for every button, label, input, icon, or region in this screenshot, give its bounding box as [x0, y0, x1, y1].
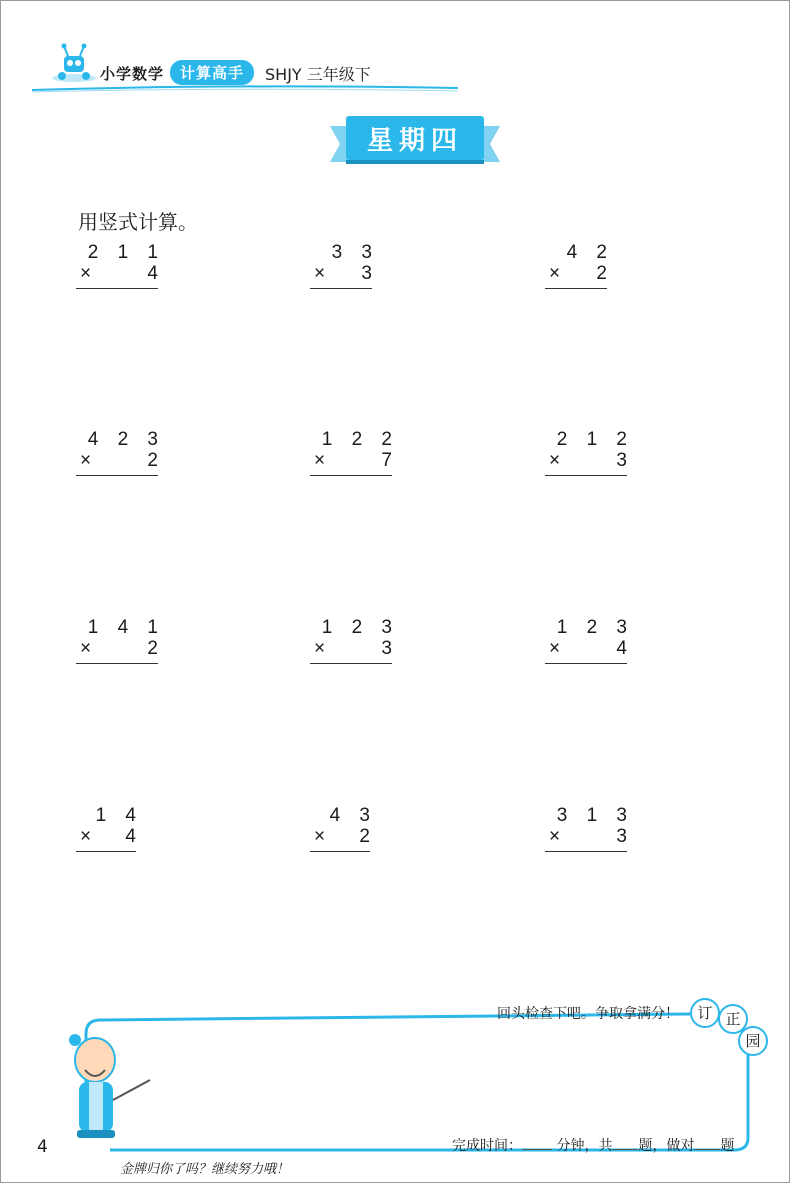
correct-blank[interactable] — [694, 1135, 720, 1150]
problem-5 — [310, 429, 399, 477]
header-underline — [30, 84, 460, 94]
answer-line — [310, 663, 392, 664]
multiplicand: 4 3 — [329, 805, 377, 826]
problem-9 — [545, 617, 634, 665]
multiplicand: 3 3 — [331, 242, 379, 263]
minutes-label: 分钟，共 — [556, 1138, 613, 1154]
multiplicand: 4 2 — [566, 242, 614, 263]
multiplicand: 1 2 3 — [321, 617, 399, 638]
times-sign: × — [80, 638, 92, 659]
problem-8 — [310, 617, 399, 665]
badge-char-3: 园 — [738, 1026, 768, 1056]
problem-7 — [76, 617, 165, 665]
questions-label: 题，做对 — [638, 1138, 695, 1154]
minutes-blank[interactable] — [522, 1135, 552, 1150]
grade-label: SHJY 三年级下 — [265, 65, 371, 84]
multiplicand: 1 4 — [95, 805, 143, 826]
page-number: 4 — [37, 1137, 48, 1157]
cheer-text: 金牌归你了吗？继续努力哦！ — [120, 1162, 290, 1177]
multiplier: 3 — [616, 450, 634, 471]
answer-line — [545, 475, 627, 476]
answer-line — [310, 475, 392, 476]
multiplier: 7 — [381, 450, 399, 471]
answer-line — [545, 288, 607, 289]
answer-line — [76, 475, 158, 476]
completion-time-row — [452, 1135, 734, 1155]
times-sign: × — [80, 826, 92, 847]
instruction: 用竖式计算。 — [78, 210, 198, 234]
problem-1 — [76, 242, 165, 290]
problem-10 — [76, 805, 143, 853]
problem-3 — [545, 242, 614, 290]
answer-line — [310, 288, 372, 289]
time-label: 完成时间： — [452, 1138, 522, 1154]
times-sign: × — [314, 826, 326, 847]
check-reminder: 回头检查下吧。争取拿满分！ — [497, 1006, 679, 1022]
day-title: 星期四 — [366, 126, 463, 156]
times-sign: × — [314, 638, 326, 659]
badge-char-2: 正 — [718, 1004, 748, 1034]
robot-mascot-icon — [50, 42, 100, 84]
times-sign: × — [549, 450, 561, 471]
multiplier: 4 — [147, 263, 165, 284]
times-sign: × — [549, 826, 561, 847]
questions-end: 题 — [720, 1138, 735, 1154]
multiplicand: 3 1 3 — [556, 805, 634, 826]
times-sign: × — [549, 263, 561, 284]
multiplier: 2 — [147, 638, 165, 659]
problem-12 — [545, 805, 634, 853]
answer-line — [545, 663, 627, 664]
times-sign: × — [314, 263, 326, 284]
series-title: 小学数学 — [100, 65, 165, 83]
times-sign: × — [80, 263, 92, 284]
multiplier: 4 — [616, 638, 634, 659]
book-title: 计算高手 — [170, 60, 254, 85]
answer-line — [76, 851, 136, 852]
multiplicand: 4 2 3 — [87, 429, 165, 450]
multiplier: 2 — [147, 450, 165, 471]
times-sign: × — [80, 450, 92, 471]
answer-line — [310, 851, 370, 852]
multiplier: 3 — [361, 263, 379, 284]
multiplier: 3 — [616, 826, 634, 847]
answer-line — [76, 288, 158, 289]
badge-char-1: 订 — [690, 998, 720, 1028]
multiplicand: 1 2 2 — [321, 429, 399, 450]
multiplicand: 2 1 1 — [87, 242, 165, 263]
times-sign: × — [314, 450, 326, 471]
total-blank[interactable] — [612, 1135, 638, 1150]
answer-line — [76, 663, 158, 664]
multiplicand: 2 1 2 — [556, 429, 634, 450]
problem-2 — [310, 242, 379, 290]
multiplier: 4 — [125, 826, 143, 847]
teacher-mascot-icon — [55, 1030, 165, 1145]
multiplier: 3 — [381, 638, 399, 659]
times-sign: × — [549, 638, 561, 659]
multiplicand: 1 4 1 — [87, 617, 165, 638]
problem-4 — [76, 429, 165, 477]
problem-6 — [545, 429, 634, 477]
answer-line — [545, 851, 627, 852]
multiplier: 2 — [596, 263, 614, 284]
problem-11 — [310, 805, 377, 853]
multiplicand: 1 2 3 — [556, 617, 634, 638]
multiplier: 2 — [359, 826, 377, 847]
